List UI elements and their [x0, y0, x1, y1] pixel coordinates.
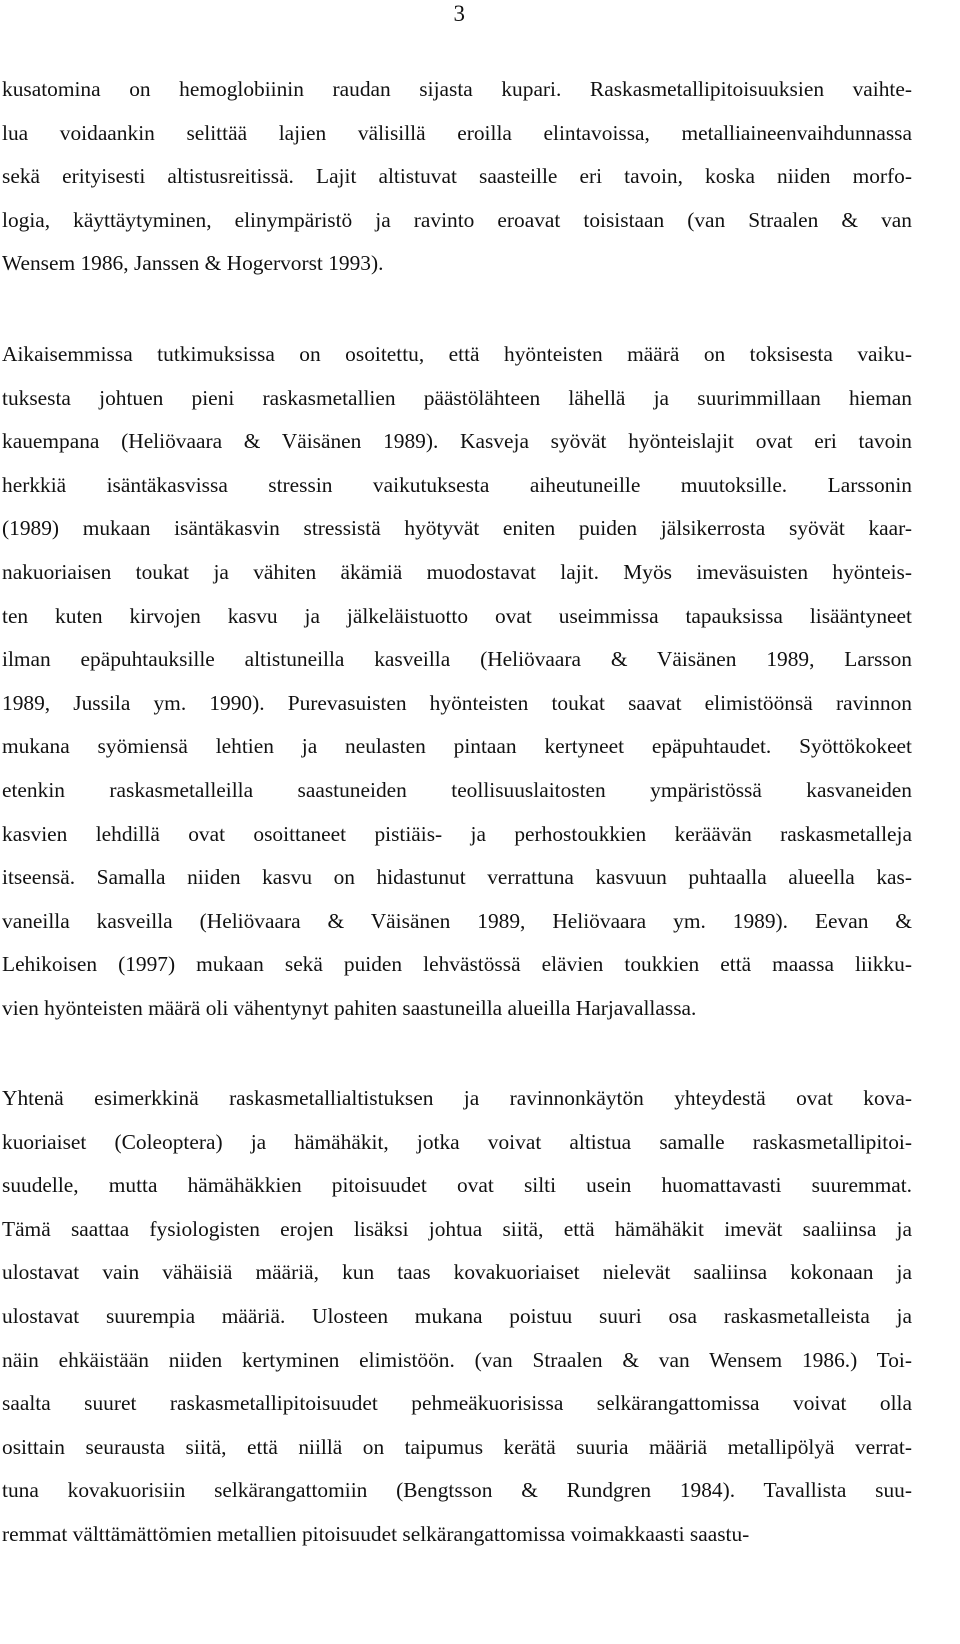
text-line: kauempana (Heliövaara & Väisänen 1989). Kasveja syövät hyönteislajit ovat eri tavoin — [2, 429, 912, 454]
text-line: saalta suuret raskasmetallipitoisuudet pehmeäkuorisissa selkärangattomissa voivat olla — [2, 1391, 912, 1416]
text-line: kasvien lehdillä ovat osoittaneet pistiäis- ja perhostoukkien keräävän raskasmetalleja — [2, 821, 912, 846]
paragraph-3 — [2, 1077, 912, 1557]
text-line: 1989, Jussila ym. 1990). Purevasuisten hyönteisten toukat saavat elimistöönsä ravinnon — [2, 690, 912, 715]
text-line: ten kuten kirvojen kasvu ja jälkeläistuotto ovat useimmissa tapauksissa lisääntyneet — [2, 603, 912, 628]
text-line: Tämä saattaa fysiologisten erojen lisäksi johtua siitä, että hämähäkit imevät saaliinsa ja — [2, 1216, 912, 1241]
text-line: remmat välttämättömien metallien pitoisuudet selkärangattomissa voimakkaasti saastu- — [2, 1521, 750, 1546]
text-line: itseensä. Samalla niiden kasvu on hidastunut verrattuna kasvuun puhtaalla alueella kas- — [2, 865, 912, 890]
paragraph-1 — [2, 68, 912, 286]
text-line: logia, käyttäytyminen, elinympäristö ja ravinto eroavat toisistaan (van Straalen & van — [2, 207, 912, 232]
text-line: kusatomina on hemoglobiinin raudan sijasta kupari. Raskasmetallipitoisuuksien vaihte- — [2, 77, 912, 101]
paragraph-2 — [2, 333, 912, 1031]
text-line: lua voidaankin selittää lajien välisillä eroilla elintavoissa, metalliaineenvaihdunnassa — [2, 120, 912, 145]
text-line: tuna kovakuorisiin selkärangattomiin (Bengtsson & Rundgren 1984). Tavallista suu- — [2, 1478, 912, 1503]
text-line: mukana syömiensä lehtien ja neulasten pintaan kertyneet epäpuhtaudet. Syöttökokeet — [2, 734, 912, 759]
page-number: 3 — [453, 1, 465, 26]
text-line: suudelle, mutta hämähäkkien pitoisuudet ovat silti usein huomattavasti suuremmat. — [2, 1173, 912, 1198]
text-line: Lehikoisen (1997) mukaan sekä puiden lehvästössä elävien toukkien että maassa liikku- — [2, 952, 912, 977]
text-line: etenkin raskasmetalleilla saastuneiden teollisuuslaitosten ympäristössä kasvaneiden — [2, 777, 912, 802]
text-line: ulostavat suurempia määriä. Ulosteen mukana poistuu suuri osa raskasmetalleista ja — [2, 1303, 912, 1328]
text-line: nakuoriaisen toukat ja vähiten äkämiä muodostavat lajit. Myös imeväsuisten hyönteis- — [2, 559, 912, 584]
text-line: Wensem 1986, Janssen & Hogervorst 1993). — [2, 251, 384, 276]
text-line: ulostavat vain vähäisiä määriä, kun taas kovakuoriaiset nielevät saaliinsa kokonaan ja — [2, 1260, 912, 1285]
text-line: tuksesta johtuen pieni raskasmetallien päästölähteen lähellä ja suurimmillaan hieman — [2, 385, 912, 410]
text-line: kuoriaiset (Coleoptera) ja hämähäkit, jotka voivat altistua samalle raskasmetallipitoi- — [2, 1129, 912, 1154]
text-line: ilman epäpuhtauksille altistuneilla kasveilla (Heliövaara & Väisänen 1989, Larsson — [2, 647, 912, 672]
text-line: herkkiä isäntäkasvissa stressin vaikutuksesta aiheutuneille muutoksille. Larssonin — [2, 472, 912, 497]
text-line: Aikaisemmissa tutkimuksissa on osoitettu, että hyönteisten määrä on toksisesta vaiku- — [2, 342, 912, 366]
text-line: (1989) mukaan isäntäkasvin stressistä hyötyvät eniten puiden jälsikerrosta syövät kaar- — [2, 516, 912, 541]
text-line: sekä erityisesti altistusreitissä. Lajit altistuvat saasteille eri tavoin, koska niiden morfo- — [2, 164, 912, 189]
text-line: näin ehkäistään niiden kertyminen elimistöön. (van Straalen & van Wensem 1986.) Toi- — [2, 1347, 912, 1372]
text-line: vaneilla kasveilla (Heliövaara & Väisänen 1989, Heliövaara ym. 1989). Eevan & — [2, 908, 912, 933]
text-line: vien hyönteisten määrä oli vähentynyt pahiten saastuneilla alueilla Harjavallassa. — [2, 995, 697, 1020]
text-line: Yhtenä esimerkkinä raskasmetallialtistuksen ja ravinnonkäytön yhteydestä ovat kova- — [2, 1086, 912, 1110]
text-line: osittain seurausta siitä, että niillä on taipumus kerätä suuria määriä metallipölyä verrat- — [2, 1434, 912, 1459]
